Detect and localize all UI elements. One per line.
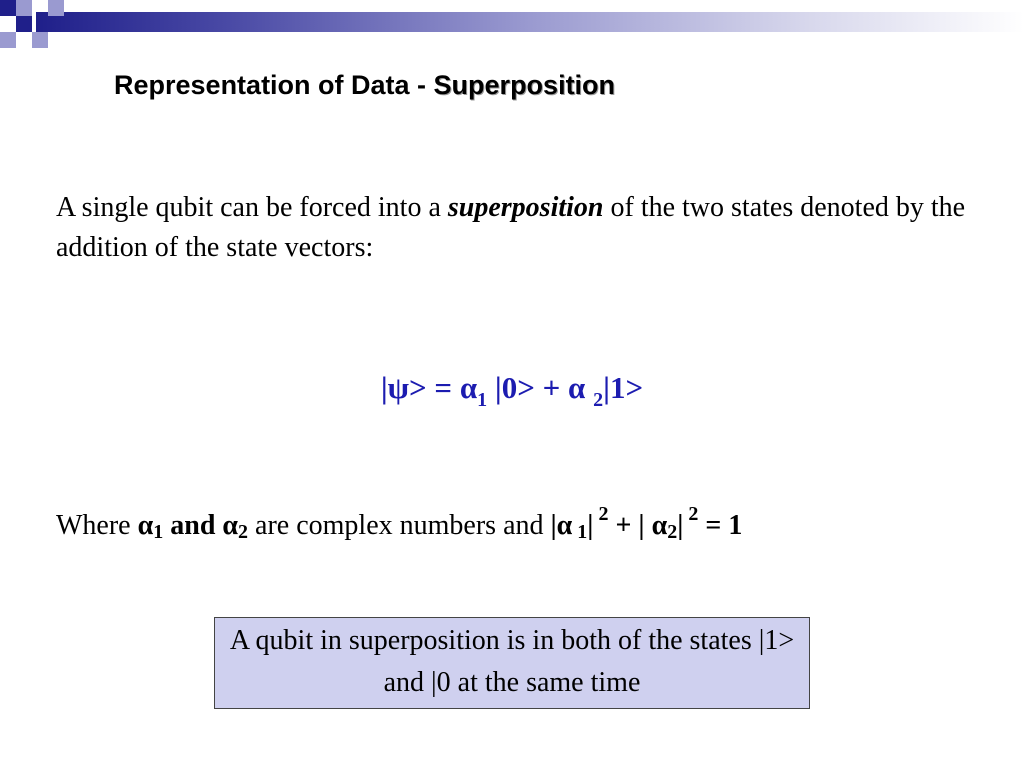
callout-box: A qubit in superposition is in both of the states |1> and |0 at the same time xyxy=(214,617,810,709)
alpha1-sub: 1 xyxy=(153,521,164,543)
abs2-close: | xyxy=(677,510,684,541)
title-emphasis: Superposition xyxy=(433,70,616,100)
abs1-open: |α xyxy=(550,510,573,541)
paragraph-before: A single qubit can be forced into a xyxy=(56,192,448,223)
header-gradient-bar xyxy=(36,12,1024,32)
intro-paragraph xyxy=(56,188,986,268)
ribbon-square xyxy=(16,0,32,16)
eq-mid: |0> + α xyxy=(487,370,594,405)
alpha2: α xyxy=(222,510,239,541)
paragraph-after: of the two states denoted by the addition of the state vectors: xyxy=(56,192,966,263)
abs2-alpha: α xyxy=(651,510,668,541)
square2: 2 xyxy=(683,503,699,525)
equals-one: = 1 xyxy=(698,510,743,541)
slide-title xyxy=(114,70,615,101)
alpha2-sub: 2 xyxy=(238,521,249,543)
abs1-sub: 1 xyxy=(572,521,588,543)
paragraph-emphasis: superposition xyxy=(447,192,604,223)
superposition-equation xyxy=(0,370,1024,412)
plus-sign: + | xyxy=(608,510,652,541)
ribbon-square xyxy=(0,32,16,48)
eq-sub2: 2 xyxy=(593,389,604,411)
where-line xyxy=(56,503,742,544)
abs1-close: | xyxy=(587,510,594,541)
eq-psi: |ψ> = α xyxy=(380,370,478,405)
alpha1: α xyxy=(137,510,154,541)
eq-end: |1> xyxy=(603,370,644,405)
eq-sub1: 1 xyxy=(477,389,488,411)
where-and: and xyxy=(163,510,223,541)
ribbon-square xyxy=(16,16,32,32)
header-ribbon xyxy=(0,0,1024,46)
square1: 2 xyxy=(593,503,609,525)
abs2-sub: 2 xyxy=(667,521,678,543)
ribbon-square xyxy=(0,0,16,16)
ribbon-square xyxy=(32,32,48,48)
where-word: Where xyxy=(56,510,138,541)
ribbon-square xyxy=(48,0,64,16)
where-middle: are complex numbers and xyxy=(248,510,551,541)
title-main: Representation of Data - xyxy=(114,70,434,100)
